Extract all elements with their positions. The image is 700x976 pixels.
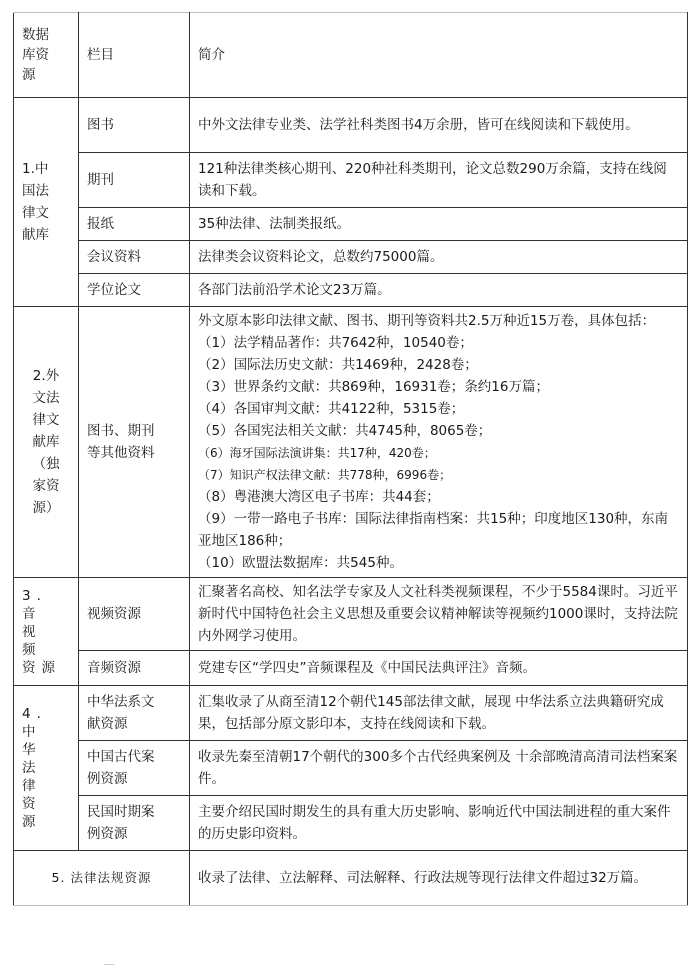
- category-cell-3: 3. 音 视 频 资源: [14, 578, 79, 686]
- description-cell: 法律类会议资料论文，总数约75000篇。: [190, 241, 688, 274]
- column-cell: 会议资料: [79, 241, 190, 274]
- page-footer-mark: [104, 964, 114, 971]
- column-cell: 民国时期案 例资源: [79, 796, 190, 851]
- description-cell: 主要介绍民国时期发生的具有重大历史影响、影响近代中国法制进程的重大案件的历史影印资料。: [190, 796, 688, 851]
- table-row: [14, 651, 688, 686]
- table-row: [14, 741, 688, 796]
- header-row: [14, 13, 688, 98]
- description-cell: 收录先秦至清朝17个朝代的300多个古代经典案例及 十余部晚清高清司法档案案件。: [190, 741, 688, 796]
- column-cell: 期刊: [79, 153, 190, 208]
- description-cell: 121种法律类核心期刊、220种社科类期刊，论文总数290万余篇，支持在线阅读和下载。: [190, 153, 688, 208]
- table-row: [14, 153, 688, 208]
- column-cell: 视频资源: [79, 578, 190, 651]
- header-column: 栏目: [79, 13, 190, 98]
- description-cell: 党建专区“学四史”音频课程及《中国民法典评注》音频。: [190, 651, 688, 686]
- header-category: 数据 库资 源: [14, 13, 79, 98]
- description-cell: 收录了法律、立法解释、司法解释、行政法规等现行法律文件超过32万篇。: [190, 851, 688, 906]
- column-cell: 图书: [79, 98, 190, 153]
- table-row: [14, 686, 688, 741]
- table-row: [14, 208, 688, 241]
- resource-table: [13, 12, 688, 906]
- category-cell-1: 1.中 国法 律文 献库: [14, 98, 79, 307]
- column-cell: 中国古代案 例资源: [79, 741, 190, 796]
- category-cell-4: 4. 中 华 法 律 资 源: [14, 686, 79, 851]
- table-row: [14, 578, 688, 651]
- description-cell: 35种法律、法制类报纸。: [190, 208, 688, 241]
- description-cell: 汇集收录了从商至清12个朝代145部法律文献，展现 中华法系立法典籍研究成果，包括部分原文影印本，支持在线阅读和下载。: [190, 686, 688, 741]
- category-cell-2: 2.外 文法 律文 献库 （独 家资 源）: [14, 307, 79, 578]
- table-row: [14, 796, 688, 851]
- table-row: [14, 98, 688, 153]
- table-row: [14, 241, 688, 274]
- column-cell: 音频资源: [79, 651, 190, 686]
- column-cell: 中华法系文 献资源: [79, 686, 190, 741]
- description-cell: 各部门法前沿学术论文23万篇。: [190, 274, 688, 307]
- header-intro: 简介: [190, 13, 688, 98]
- description-cell: 汇聚著名高校、知名法学专家及人文社科类视频课程，不少于5584课时。习近平新时代中国特色社会主义思想及重要会议精神解读等视频约1000课时，支持法院内外网学习使用。: [190, 578, 688, 651]
- category-cell-5: 5. 法律法规资源: [14, 851, 190, 906]
- column-cell: 图书、期刊 等其他资料: [79, 307, 190, 578]
- description-cell: 中外文法律专业类、法学社科类图书4万余册，皆可在线阅读和下载使用。: [190, 98, 688, 153]
- table-row: [14, 851, 688, 906]
- column-cell: 学位论文: [79, 274, 190, 307]
- column-cell: 报纸: [79, 208, 190, 241]
- table-row: [14, 307, 688, 578]
- table-row: [14, 274, 688, 307]
- description-cell: 外文原本影印法律文献、图书、期刊等资料共2.5万种近15万卷，具体包括： （1）法学精品著作：共7642种，10540卷； （2）国际法历史文献：共1469种，2428卷； （3）世界条约文献：共869种，16931卷；条约16万篇； （4）各国审判文献：共4122种，5315卷； （5）各国宪法相关文献：共4745种，8065卷； （6）海牙国际法演讲集：共17种，420卷； （7）知识产权法律文献：共778种，6996卷； （8）粤港澳大湾区电子书库：共44套； （9）一带一路电子书库：国际法律指南档案：共15种；印度地区130种，东南亚地区186种； （10）欧盟法数据库：共545种。: [190, 307, 688, 578]
